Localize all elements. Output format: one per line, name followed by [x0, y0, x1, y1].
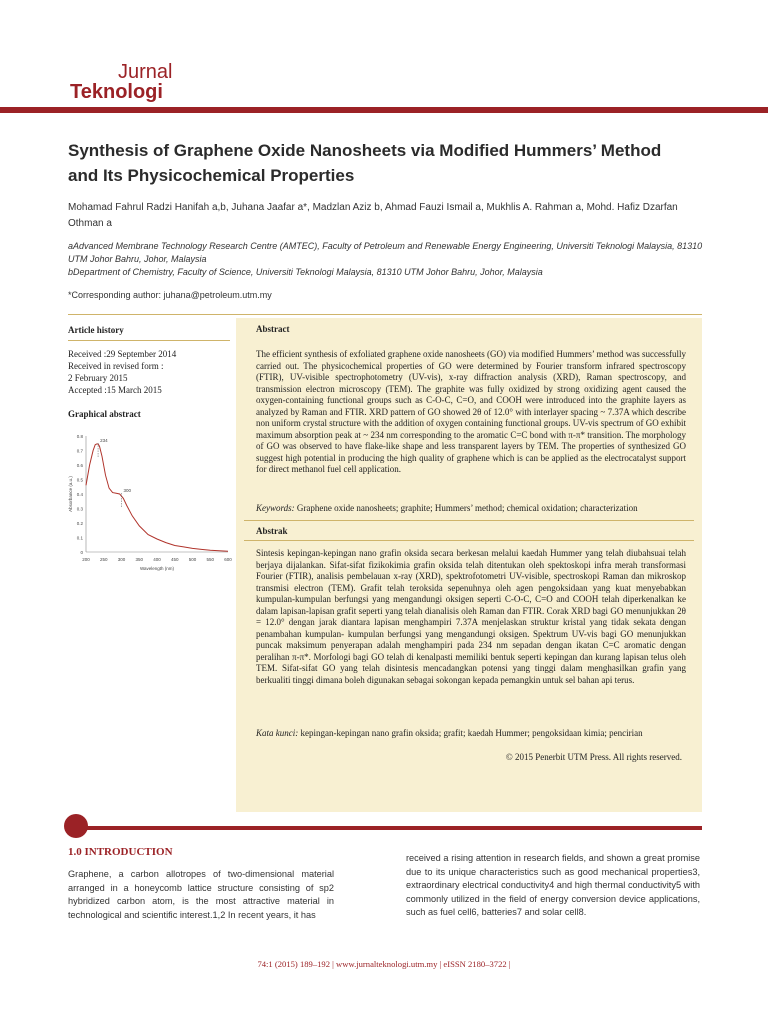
uv-vis-chart [68, 428, 236, 588]
article-history-heading: Article history [68, 325, 124, 335]
y-tick-label: 0.5 [76, 477, 83, 483]
keywords-label: Keywords: [256, 503, 295, 513]
journal-name-line1: Jurnal [118, 61, 173, 83]
graphical-abstract-heading: Graphical abstract [68, 409, 141, 419]
bottom-dot-ornament [64, 814, 88, 838]
footer-citation: 74:1 (2015) 189–192 | www.jurnalteknologi.utm.my | eISSN 2180–3722 | [257, 959, 511, 969]
x-tick-label: 250 [99, 557, 108, 562]
x-tick-label: 600 [224, 557, 232, 562]
kata-kunci-text: kepingan-kepingan nano grafin oksida; grafit; kaedah Hummer; pengoksidaan kimia; pencirian [300, 728, 643, 738]
y-axis-label: Absorbance (a.u.) [68, 476, 73, 512]
received-date: Received :29 September 2014 [68, 349, 177, 359]
article-history-rule [68, 340, 230, 341]
affiliation-b: bDepartment of Chemistry, Faculty of Science, Universiti Teknologi Malaysia, 81310 UTM Johor Bahru, Johor, Malaysia [68, 267, 543, 277]
abstract-separator [244, 520, 694, 521]
y-tick-label: 0.1 [76, 535, 83, 541]
x-axis-label: Wavelength (nm) [139, 566, 175, 571]
abstract-body: The efficient synthesis of exfoliated graphene oxide nanosheets (GO) via modified Hummers’ method was successfully carried out. The physicochemical properties of GO were determined by Fourier transform infrared spectroscopy (FTIR), UV-visible spectrophotometry (UV-vis), x-ray diffraction analysis (XRD), Raman spectroscopy, and transmission electron microscopy (TEM). The graphite was fully oxidized by strong oxidizing agent caused the oxygen-containing functional groups such as C-O-C, C=O, and COOH were introduced into the graphite layers as analyzed by Raman and FTIR. XRD pattern of GO showed 2θ of 12.0° with interlayer spacing ~ 7.37A which describe non uniform crystal structure with the addition of oxygen containing functional groups. UV-vis spectrum of GO exhibit maximum absorption peak at ~ 234 nm corresponding to the aromatic C=C bond with π-π* transition. The morphology of GO was observed to have flake-like shape and less transparent layers by TEM. The properties of synthesized GO suggest high potential in producing the high quality of graphene which is can be applied as the electrocatalyst support for direct methanol fuel cell application. [256, 349, 686, 474]
bottom-rule [68, 826, 702, 830]
x-tick-label: 450 [170, 557, 179, 562]
keywords-text: Graphene oxide nanosheets; graphite; Hummers’ method; chemical oxidation; characterization [296, 503, 638, 513]
affiliation-a: aAdvanced Membrane Technology Research Centre (AMTEC), Faculty of Petroleum and Renewable Energy Engineering, Universiti Teknologi Malaysia, 81310 UTM Johor Bahru, Johor, Malaysia [68, 241, 703, 264]
y-tick-label: 0.7 [76, 448, 83, 454]
x-tick-label: 350 [135, 557, 144, 562]
journal-name-line2: Teknologi [70, 81, 163, 103]
abstract-keywords [256, 503, 686, 515]
peak-label: 234 [100, 437, 108, 443]
abstrak-heading: Abstrak [256, 526, 288, 536]
y-tick-label: 0 [80, 550, 83, 555]
x-tick-label: 400 [153, 557, 161, 562]
kata-kunci-label: Kata kunci: [256, 728, 299, 738]
x-tick-label: 300 [117, 557, 126, 562]
paper-title-line2: and Its Physicochemical Properties [68, 166, 355, 185]
revised-label: Received in revised form : [68, 361, 164, 371]
x-tick-label: 500 [188, 557, 197, 562]
abstrak-separator [244, 540, 694, 541]
author-list: Mohamad Fahrul Radzi Hanifah a,b, Juhana Jaafar a*, Madzlan Aziz b, Ahmad Fauzi Ismail a, Mukhlis A. Rahman a, Mohd. Hafiz Dzarfan Othman a [68, 202, 678, 229]
abstract-box [236, 318, 702, 812]
peak-label: 300 [123, 488, 132, 493]
header-rule [0, 107, 768, 113]
y-tick-label: 0.3 [76, 506, 83, 512]
x-tick-label: 200 [82, 557, 90, 562]
paper-title [68, 138, 708, 188]
y-tick-label: 0.2 [76, 521, 83, 526]
article-history [68, 348, 228, 396]
x-tick-label: 550 [206, 557, 215, 562]
section-rule [68, 314, 702, 315]
accepted-date: Accepted :15 March 2015 [68, 385, 162, 395]
copyright: © 2015 Penerbit UTM Press. All rights reserved. [505, 752, 682, 762]
introduction-heading: 1.0 INTRODUCTION [68, 846, 173, 858]
introduction-left-column: Graphene, a carbon allotropes of two-dimensional material arranged in a honeycomb lattice structure consisting of sp2 hybridized carbon atom, is the most attractive material in technological and scientific interest.1,2 In recent years, it has [68, 869, 334, 920]
corresponding-author: *Corresponding author: juhana@petroleum.utm.my [68, 290, 272, 300]
abstract-heading: Abstract [256, 324, 290, 334]
introduction-right-column: received a rising attention in research fields, and shown a great promise due to its unique characteristics such as good mechanical properties3, extraordinary electrical conductivity4 and high thermal conductivity5 with commonly utilized in the field of energy conversion device applications, such as fuel cell6, batteries7 and solar cell8. [406, 853, 700, 918]
paper-title-line1: Synthesis of Graphene Oxide Nanosheets via Modified Hummers’ Method [68, 141, 662, 160]
y-tick-label: 0.6 [76, 463, 83, 468]
abstrak-keywords [256, 728, 686, 740]
absorbance-series-line [86, 444, 228, 551]
revised-date: 2 February 2015 [68, 373, 128, 383]
y-tick-label: 0.8 [76, 434, 83, 439]
abstrak-body: Sintesis kepingan-kepingan nano grafin oksida secara berkesan melalui kaedah Hummer yang telah diubahsuai telah berjaya dijalankan. Sifat-sifat fizikokimia grafin oksida telah ditentukan oleh spektoskopi infra merah transformasi Fourier (FTIR), analisis pembelauan x-ray (XRD), spektrofotometri UV-visible, spectroskopi Raman dan mikroskop transmisi electron (TEM). Grafit telah teroksida sepenuhnya oleh agen pengoksidaan yang kuat menyebabkan kumpulan-kumpulan berfungsi yang mengandungi oksigen seperti C-O-C, C=O and COOH telah diperkenalkan ke dalam lapisan-lapisan grafit seperti yang telah dianalisis oleh Raman dan FTIR. Corak XRD bagi GO menunjukkan 2θ = 12.0° dengan jarak diantara lapisan menghampiri 7.37A menjelaskan struktur kristal yang tidak sekata dengan penambahan kumpulan- kumpulan berfungsi yang mengandungi oksigen. Spektrum UV-vis bagi GO menunjukkan puncak maksimum penyerapan adalah menghampiri pada 234 nm sepadan dengan ikatan C=C aromatic dengan peralihan π-π*. Morfologi bagi GO telah di kenalpasti memiliki bentuk seperti kepingan dan kurang lapisan telus oleh TEM. Sifat-sifat GO yang telah disintesis mencadangkan potensi yang tinggi dalam menghasilkan grafin yang berkualiti tinggi dimana boleh digunakan sebagai sokongan kepada pemangkin untuk sel bahan api terus. [256, 548, 686, 685]
y-tick-label: 0.4 [76, 492, 83, 497]
journal-logo [70, 62, 172, 102]
